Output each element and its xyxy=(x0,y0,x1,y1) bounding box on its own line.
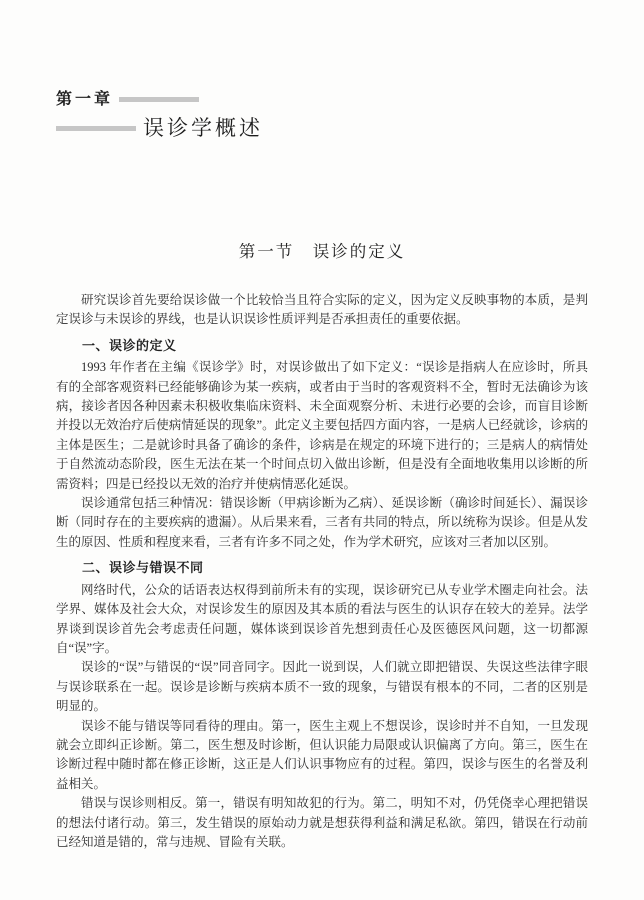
chapter-header xyxy=(56,0,588,142)
chapter-decor-bar-bottom xyxy=(56,126,136,131)
paragraph-difference-1: 网络时代，公众的话语表达权得到前所未有的实现，误诊研究已从专业学术圈走向社会。法学界、媒体及社会大众，对误诊发生的原因及其本质的看法与医生的认识存在较大的差异。法学界谈到误诊首先会考虑责任问题，媒体谈到误诊首先想到责任心及医德医风问题，这一切都源自“误”字。 xyxy=(56,582,588,655)
chapter-title-row xyxy=(56,112,588,142)
section-title: 第一节 误诊的定义 xyxy=(238,242,406,261)
paragraph-definition-2: 误诊通常包括三种情况：错误诊断（甲病诊断为乙病）、延误诊断（确诊时间延长）、漏误诊断（同时存在的主要疾病的遗漏）。从后果来看，三者有共同的特点，所以统称为误诊。但是从发生的原因、性质和程度来看，三者有许多不同之处，作为学术研究，应该对三者加以区别。 xyxy=(56,496,588,549)
paragraph-definition-1: 1993 年作者在主编《误诊学》时，对误诊做出了如下定义：“误诊是指病人在应诊时，所具有的全部客观资料已经能够确诊为某一疾病，或者由于当时的客观资料不全，暂时无法确诊为该病，接诊者因各种因素未积极收集临床资料、未全面观察分析、未进行必要的会诊，而盲目诊断并投以无效治疗后使病情延误的现象”。此定义主要包括四方面内容，一是病人已经就诊，诊病的主体是医生；二是就诊时具备了确诊的条件，诊病是在规定的环境下进行的；三是病人的病情处于自然流动态阶段，医生无法在某一个时间点切入做出诊断，但是没有全面地收集用以诊断的所需资料；四是已经投以无效的治疗并使病情恶化延误。 xyxy=(56,360,588,491)
chapter-number: 第一章 xyxy=(56,91,114,108)
chapter-title: 误诊学概述 xyxy=(143,117,263,140)
paragraph-difference-2: 误诊的“误”与错误的“误”同音同字。因此一说到误，人们就立即把错误、失误这些法律字眼与误诊联系在一起。误诊是诊断与疾病本质不一致的现象，与错误有根本的不同，二者的区别是明显的。 xyxy=(56,660,588,714)
subsection-heading-definition: 一、误诊的定义 xyxy=(82,337,177,353)
intro-paragraph: 研究误诊首先要给误诊做一个比较恰当且符合实际的定义，因为定义反映事物的本质，是判定误诊与未误诊的界线，也是认识误诊性质评判是否承担责任的重要依据。 xyxy=(56,293,588,327)
paragraph-difference-3: 误诊不能与错误等同看待的理由。第一，医生主观上不想误诊，误诊时并不自知，一旦发现就会立即纠正诊断。第二，医生想及时诊断，但认识能力局限或认识偏离了方向。第三，医生在诊断过程中随时都在修正诊断，这正是人们认识事物应有的过程。第四，误诊与医生的名誉及利益相关。 xyxy=(56,718,588,791)
chapter-number-row xyxy=(56,86,588,109)
subsection-heading-difference: 二、误诊与错误不同 xyxy=(82,560,204,576)
chapter-decor-bar-top xyxy=(119,97,199,102)
body-text xyxy=(56,291,588,852)
paragraph-difference-4: 错误与误诊则相反。第一，错误有明知故犯的行为。第二，明知不对，仍凭侥幸心理把错误的想法付诸行动。第三，发生错误的原始动力就是想获得利益和满足私欲。第四，错误在行动前已经知道是错的，常与违规、冒险有关联。 xyxy=(56,796,588,849)
